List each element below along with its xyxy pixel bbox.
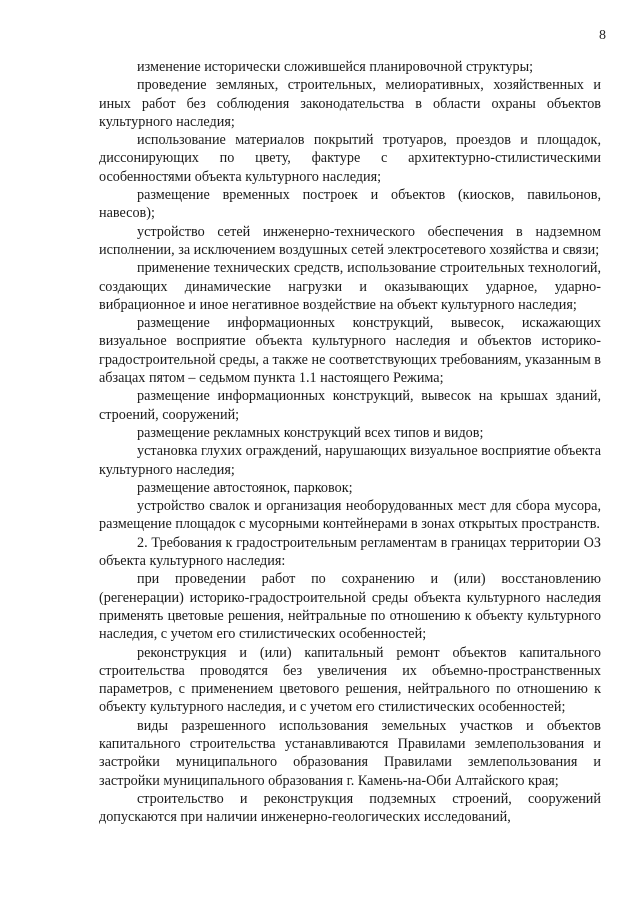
paragraph-16: строительство и реконструкция подземных строений, сооружений допускаются при наличии инженерно-геологических исследований, <box>99 790 601 826</box>
paragraph-1: проведение земляных, строительных, мелиоративных, хозяйственных и иных работ без соблюдения законодательства в области охраны объектов культурного наследия; <box>99 77 601 130</box>
paragraph-10: размещение автостоянок, парковок; <box>137 479 353 496</box>
section-heading-2: 2. Требования к градостроительным регламентам в границах территории ОЗ объекта культурного наследия: <box>99 534 601 570</box>
paragraph-2: использование материалов покрытий тротуаров, проездов и площадок, диссонирующих по цвету, фактуре с архитектурно-стилистическими особенностями объекта культурного наследия; <box>99 132 601 185</box>
paragraph-15: виды разрешенного использования земельных участков и объектов капитального строительства устанавливаются Правилами землепользования и застройки муниципального образования Правилами землепользования и застройки муниципального образования г. Камень-на-Оби Алтайского края; <box>99 717 601 789</box>
paragraph-5: применение технических средств, использование строительных технологий, создающих динамические нагрузки и оказывающих ударное, ударно-вибрационное и иное негативное воздействие на объект культурного наследия; <box>99 260 601 313</box>
paragraph-0: изменение исторически сложившейся планировочной структуры; <box>137 59 534 75</box>
paragraph-3: размещение временных построек и объектов (киосков, павильонов, навесов); <box>99 187 601 222</box>
document-body <box>99 58 601 826</box>
page-number: 8 <box>599 28 606 43</box>
paragraph-4: устройство сетей инженерно-технического обеспечения в надземном исполнении, за исключением воздушных сетей электросетевого хозяйства и связи; <box>99 223 601 258</box>
paragraph-14: реконструкция и (или) капитальный ремонт объектов капитального строительства проводятся без увеличения их объемно-пространственных параметров, с применением цветового решения, нейтрального по отношению к объекту культурного наследия, и с учетом его стилистических особенностей; <box>99 644 601 716</box>
paragraph-7: размещение информационных конструкций, вывесок на крышах зданий, строений, сооружений; <box>99 388 601 423</box>
paragraph-13: при проведении работ по сохранению и (или) восстановлению (регенерации) историко-градостроительной среды объекта культурного наследия применять цветовые решения, нейтральные по отношению к объекту культурного наследия, с учетом его стилистических особенностей; <box>99 571 601 643</box>
paragraph-9: установка глухих ограждений, нарушающих визуальное восприятие объекта культурного наследия; <box>99 443 601 478</box>
paragraph-8: размещение рекламных конструкций всех типов и видов; <box>137 424 484 441</box>
paragraph-6: размещение информационных конструкций, вывесок, искажающих визуальное восприятие объекта культурного наследия и объектов историко-градостроительной среды, а также не соответствующих требованиям, указанным в абзацах пятом – седьмом пункта 1.1 настоящего Режима; <box>99 315 601 387</box>
paragraph-11: устройство свалок и организация необорудованных мест для сбора мусора, размещение площадок с мусорными контейнерами в зонах открытых пространств. <box>99 498 601 533</box>
